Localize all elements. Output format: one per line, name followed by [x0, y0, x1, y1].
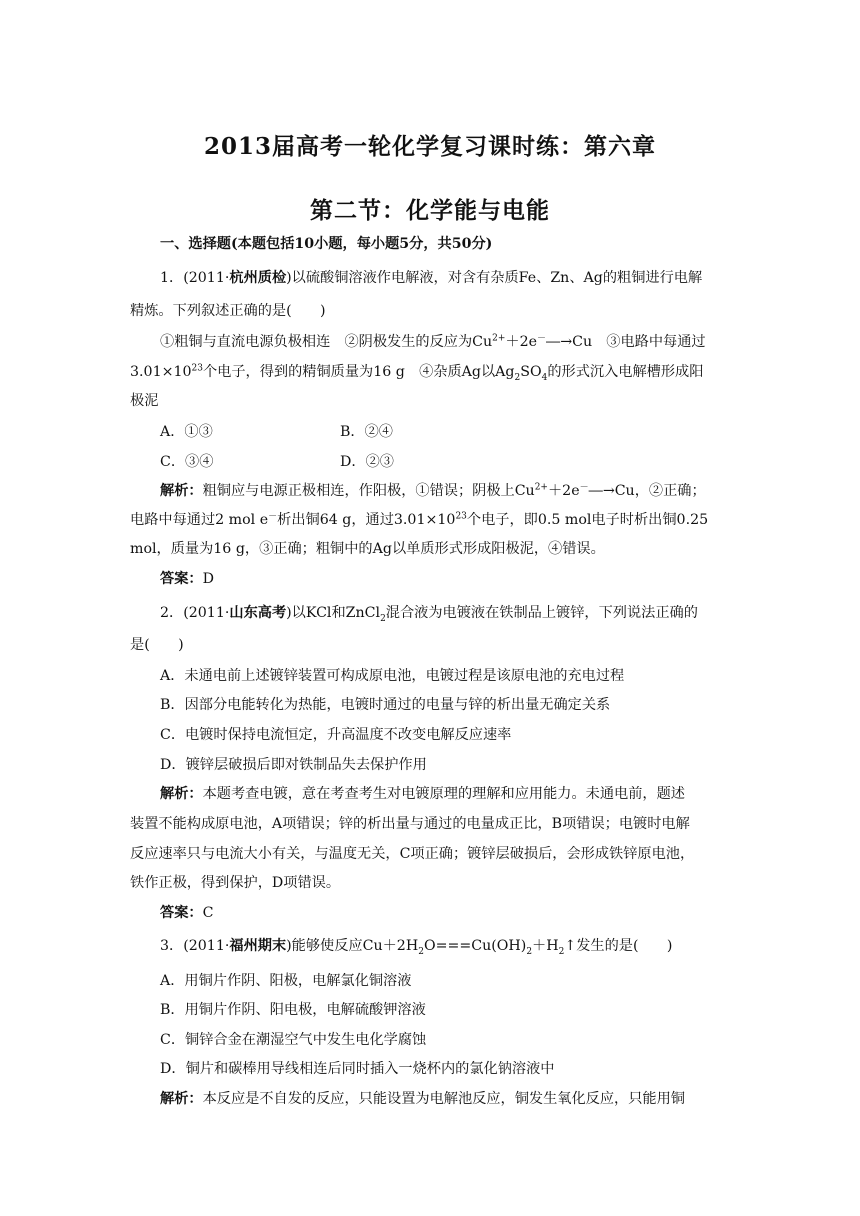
q2-stem-line2: 是( )	[130, 637, 184, 653]
q2-stem-line1: 2．(2011·山东高考)以KCl和ZnCl$_2$混合液为电镀液在铁制品上镀锌，下列说法正确的	[160, 605, 698, 624]
q1-options-row2	[160, 452, 735, 472]
document-subtitle: 第二节：化学能与电能	[310, 197, 550, 224]
q2-option-d: D．镀锌层破损后即对铁制品失去保护作用	[160, 757, 427, 773]
q3-option-d: D．铜片和碳棒用导线相连后同时插入一烧杯内的氯化钠溶液中	[160, 1061, 555, 1077]
q1-analysis-line1: 解析：粗铜应与电源正极相连，作阳极，①错误；阴极上$Cu^{2+}+2e^-―\to Cu$，②正确；	[160, 482, 706, 499]
q3-stem-line1: 3．(2011·福州期末)能够使反应$Cu+2H_2O===Cu(OH)_2+H_2↑$发生的是( )	[160, 938, 673, 957]
q1-options-row1	[160, 422, 735, 442]
q1-option-d: D．②③	[340, 454, 394, 470]
q2-analysis-line3: 反应速率只与电流大小有关，与温度无关，C项正确；镀锌层破损后，会形成铁锌原电池，	[130, 846, 695, 862]
q2-option-c: C．电镀时保持电流恒定，升高温度不改变电解反应速率	[160, 727, 512, 743]
q3-source: 福州期末	[229, 938, 287, 954]
q2-option-b: B．因部分电能转化为热能，电镀时通过的电量与锌的析出量无确定关系	[160, 697, 611, 713]
q2-analysis-line1: 解析：本题考查电镀，意在考查考生对电镀原理的理解和应用能力。未通电前，题述	[160, 786, 685, 802]
q1-source: 杭州质检	[229, 270, 287, 286]
q2-answer: 答案：C	[160, 905, 214, 921]
q2-source: 山东高考	[229, 605, 287, 621]
q1-analysis-line2: 电路中每通过2 mol e－析出铜64 g，通过$3.01\times 10^{23}$个电子，即0.5 mol电子时析出铜0.25	[130, 511, 709, 528]
q3-analysis-line1: 解析：本反应是不自发的反应，只能设置为电解池反应，铜发生氧化反应，只能用铜	[160, 1091, 685, 1107]
q1-option-a: A．①③	[160, 424, 213, 440]
q1-stem-line1: 1．(2011·杭州质检)以硫酸铜溶液作电解液，对含有杂质Fe、Zn、Ag的粗铜进行电解	[160, 270, 703, 286]
q1-stem-line2: 精炼。下列叙述正确的是( )	[130, 303, 326, 319]
q1-analysis-line3: mol，质量为16 g，③正确；粗铜中的Ag以单质形式形成阳极泥，④错误。	[130, 541, 605, 557]
q2-analysis-line4: 铁作正极，得到保护，D项错误。	[130, 875, 341, 891]
q1-option-b: B．②④	[340, 424, 393, 440]
section-heading: 一、选择题(本题包括10小题，每小题5分，共50分)	[160, 236, 493, 252]
q1-option-c: C．③④	[160, 454, 214, 470]
q1-statement-line1: ①粗铜与直流电源负极相连 ②阴极发生的反应为$Cu^{2+}+2e^-―\to Cu$ ③电路中每通过	[160, 333, 706, 350]
document-title: 2013届高考一轮化学复习课时练：第六章	[203, 133, 656, 160]
q3-option-b: B．用铜片作阴、阳电极，电解硫酸钾溶液	[160, 1002, 426, 1018]
q3-option-a: A．用铜片作阴、阳极，电解氯化铜溶液	[160, 973, 412, 989]
q2-option-a: A．未通电前上述镀锌装置可构成原电池，电镀过程是该原电池的充电过程	[160, 668, 625, 684]
q1-statement-line2: $3.01\times 10^{23}$个电子，得到的精铜质量为16 g ④杂质Ag以$Ag_2SO_4$的形式沉入电解槽形成阳	[130, 363, 704, 383]
q1-statement-line3: 极泥	[130, 393, 159, 409]
q2-analysis-line2: 装置不能构成原电池，A项错误；锌的析出量与通过的电量成正比，B项错误；电镀时电解	[130, 816, 690, 832]
q3-option-c: C．铜锌合金在潮湿空气中发生电化学腐蚀	[160, 1032, 427, 1048]
q1-answer: 答案：D	[160, 571, 214, 587]
